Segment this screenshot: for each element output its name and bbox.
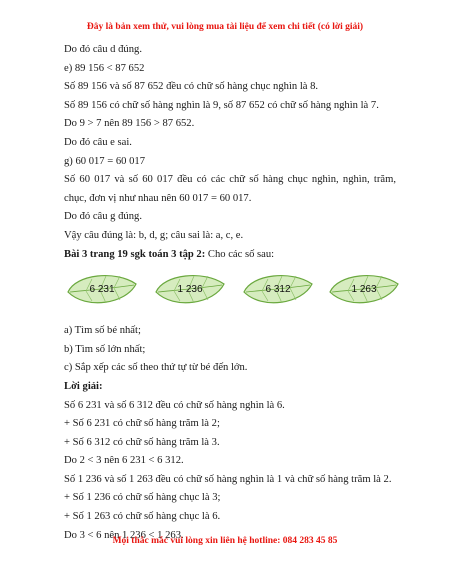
- text-line: Do 9 > 7 nên 89 156 > 87 652.: [64, 118, 195, 130]
- leaf-number: 6 312: [265, 284, 291, 296]
- solution-line: Do 2 < 3 nên 6 231 < 6 312.: [64, 455, 184, 467]
- solution-line: Số 1 236 và số 1 263 đều có chữ số hàng nghìn là 1 và chữ số hàng trăm là 2.: [64, 473, 392, 485]
- exercise-prompt: Cho các số sau:: [205, 248, 275, 260]
- text-paragraph: Số 60 017 và số 60 017 đều có các chữ số hàng chục nghìn, nghìn, trăm, chục, đơn vị như nhau nên 60 017 = 60 017.: [64, 174, 396, 204]
- leaf-card: [328, 270, 400, 310]
- question-line: a) Tìm số bé nhất;: [64, 325, 141, 337]
- text-line: Do đó câu e sai.: [64, 136, 132, 148]
- text-line: Vậy câu đúng là: b, d, g; câu sai là: a, c, e.: [64, 229, 244, 241]
- number-leaves: [64, 270, 396, 312]
- question-line: b) Tìm số lớn nhất;: [64, 343, 146, 355]
- solution-line: Do 3 < 6 nên 1 236 < 1 263.: [64, 529, 184, 541]
- leaf-number: 6 231: [89, 284, 115, 296]
- solution-line: + Số 6 312 có chữ số hàng trăm là 3.: [64, 436, 220, 448]
- exercise-heading: [64, 246, 396, 265]
- text-line: Do đó câu d đúng.: [64, 44, 142, 55]
- exercise-title: Bài 3 trang 19 sgk toán 3 tập 2:: [64, 248, 206, 260]
- leaf-number: 1 236: [177, 284, 203, 296]
- solution-line: + Số 6 231 có chữ số hàng trăm là 2;: [64, 418, 220, 430]
- preview-notice: Đây là bản xem thử, vui lòng mua tài liệu để xem chi tiết (có lời giải): [86, 22, 364, 32]
- text-line: e) 89 156 < 87 652: [64, 62, 145, 74]
- hotline-notice: Mọi thắc mắc vui lòng xin liên hệ hotline: 084 283 45 85: [112, 536, 338, 546]
- leaf-card: [154, 270, 226, 310]
- solution-line: Số 6 231 và số 6 312 đều có chữ số hàng nghìn là 6.: [64, 399, 285, 411]
- text-line: Do đó câu g đúng.: [64, 211, 142, 223]
- solution-line: + Số 1 263 có chữ số hàng chục là 6.: [64, 511, 221, 523]
- document-body: [64, 41, 396, 545]
- leaf-card: [66, 270, 138, 310]
- solution-line: + Số 1 236 có chữ số hàng chục là 3;: [64, 492, 221, 504]
- text-line: Số 89 156 và số 87 652 đều có chữ số hàng chục nghìn là 8.: [64, 81, 319, 93]
- solution-heading: Lời giải:: [64, 380, 103, 392]
- text-line: g) 60 017 = 60 017: [64, 155, 146, 167]
- question-line: c) Sắp xếp các số theo thứ tự từ bé đến lớn.: [64, 362, 248, 374]
- leaf-card: [242, 270, 314, 310]
- leaf-number: 1 263: [351, 284, 377, 296]
- text-line: Số 89 156 có chữ số hàng nghìn là 9, số 87 652 có chữ số hàng nghìn là 7.: [64, 99, 379, 111]
